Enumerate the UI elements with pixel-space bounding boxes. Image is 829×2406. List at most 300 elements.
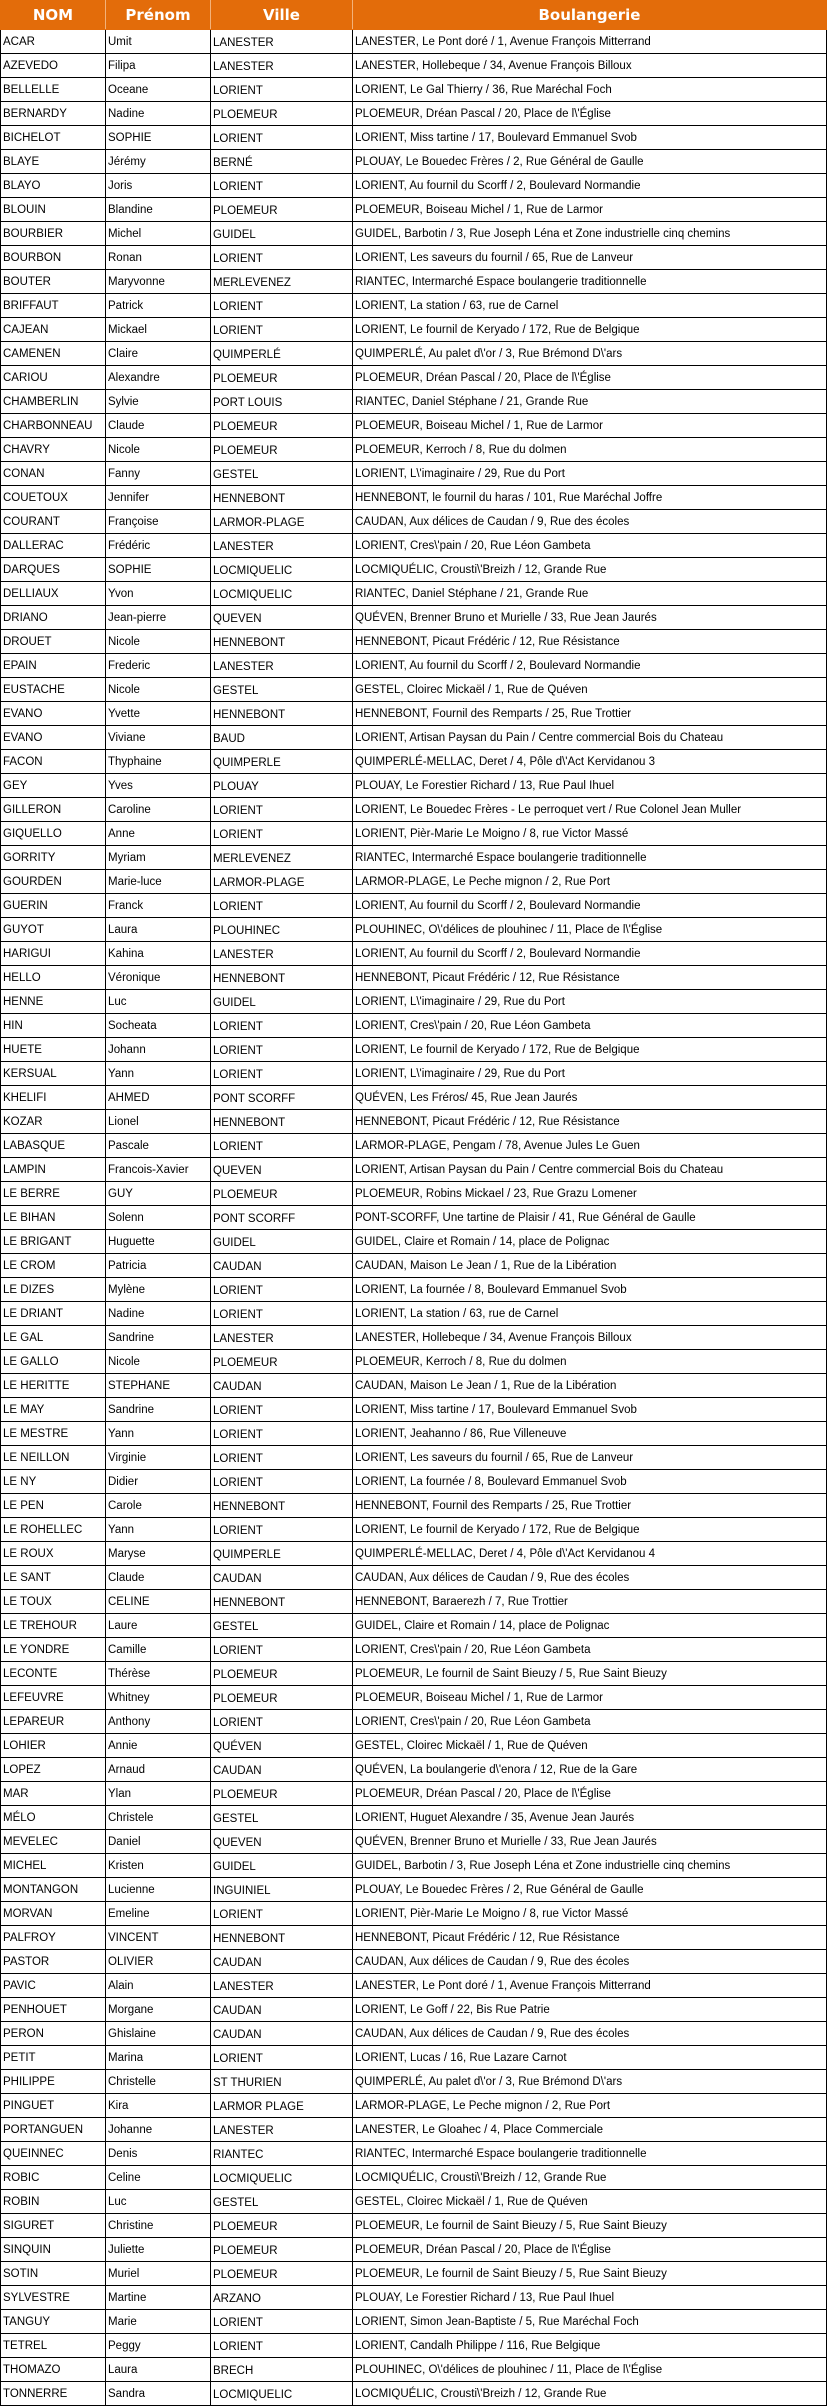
boulangerie-cell: RIANTEC, Intermarché Espace boulangerie traditionnelle [353,270,827,294]
table-row [1,1230,827,1254]
nom-cell: CHAMBERLIN [1,390,106,414]
ville-cell: LORIENT [211,294,353,318]
nom-cell: LE DIZES [1,1278,106,1302]
ville-cell: INGUINIEL [211,1878,353,1902]
table-row [1,1686,827,1710]
table-row [1,2310,827,2334]
nom-cell: QUEINNEC [1,2142,106,2166]
table-row [1,1062,827,1086]
table-row [1,1398,827,1422]
table-row [1,2166,827,2190]
prenom-cell: Oceane [106,78,211,102]
nom-cell: BOURBIER [1,222,106,246]
ville-cell: PLOEMEUR [211,1662,353,1686]
table-row [1,2358,827,2382]
nom-cell: AZEVEDO [1,54,106,78]
prenom-cell: Daniel [106,1830,211,1854]
table-row [1,2238,827,2262]
table-row [1,1446,827,1470]
prenom-cell: Marina [106,2046,211,2070]
ville-cell: GESTEL [211,678,353,702]
nom-cell: CAMENEN [1,342,106,366]
boulangerie-cell: PLOEMEUR, Le fournil de Saint Bieuzy / 5, Rue Saint Bieuzy [353,2214,827,2238]
ville-cell: HENNEBONT [211,486,353,510]
table-row [1,774,827,798]
nom-cell: LOHIER [1,1734,106,1758]
boulangerie-cell: HENNEBONT, le fournil du haras / 101, Rue Maréchal Joffre [353,486,827,510]
table-row [1,1590,827,1614]
nom-cell: LE NY [1,1470,106,1494]
boulangerie-cell: CAUDAN, Maison Le Jean / 1, Rue de la Libération [353,1374,827,1398]
nom-cell: CHAVRY [1,438,106,462]
header-prenom: Prénom [106,1,211,30]
table-row [1,1014,827,1038]
prenom-cell: Kira [106,2094,211,2118]
nom-cell: LEPAREUR [1,1710,106,1734]
ville-cell: BAUD [211,726,353,750]
prenom-cell: Solenn [106,1206,211,1230]
table-row [1,222,827,246]
table-row [1,1806,827,1830]
table-row [1,822,827,846]
boulangerie-cell: QUIMPERLÉ, Au palet d\'or / 3, Rue Brémond D\'ars [353,2070,827,2094]
boulangerie-cell: CAUDAN, Aux délices de Caudan / 9, Rue des écoles [353,1566,827,1590]
table-row [1,606,827,630]
prenom-cell: Mylène [106,1278,211,1302]
nom-cell: EVANO [1,726,106,750]
table-row [1,1182,827,1206]
prenom-cell: VINCENT [106,1926,211,1950]
table-row [1,1542,827,1566]
nom-cell: DROUET [1,630,106,654]
nom-cell: PASTOR [1,1950,106,1974]
nom-cell: LE ROHELLEC [1,1518,106,1542]
prenom-cell: Anne [106,822,211,846]
table-row [1,534,827,558]
boulangerie-cell: LORIENT, Au fournil du Scorff / 2, Boulevard Normandie [353,942,827,966]
boulangerie-cell: GUIDEL, Barbotin / 3, Rue Joseph Léna et Zone industrielle cinq chemins [353,1854,827,1878]
prenom-cell: Jennifer [106,486,211,510]
table-row [1,414,827,438]
nom-cell: GORRITY [1,846,106,870]
boulangerie-cell: PLOUHINEC, O\'délices de plouhinec / 11, Place de l\'Église [353,918,827,942]
header-row [1,1,827,30]
boulangerie-cell: HENNEBONT, Fournil des Remparts / 25, Rue Trottier [353,1494,827,1518]
prenom-cell: Kristen [106,1854,211,1878]
nom-cell: HARIGUI [1,942,106,966]
boulangerie-cell: HENNEBONT, Picaut Frédéric / 12, Rue Résistance [353,630,827,654]
nom-cell: BICHELOT [1,126,106,150]
ville-cell: PLOEMEUR [211,2262,353,2286]
boulangerie-cell: LORIENT, Pièr-Marie Le Moigno / 8, rue Victor Massé [353,822,827,846]
boulangerie-cell: LORIENT, Cres\'pain / 20, Rue Léon Gambeta [353,1710,827,1734]
ville-cell: LORIENT [211,1638,353,1662]
boulangerie-cell: PLOEMEUR, Dréan Pascal / 20, Place de l\'Église [353,1782,827,1806]
table-row [1,726,827,750]
boulangerie-cell: QUÉVEN, Brenner Bruno et Murielle / 33, Rue Jean Jaurés [353,1830,827,1854]
prenom-cell: STEPHANE [106,1374,211,1398]
table-row [1,1494,827,1518]
nom-cell: COUETOUX [1,486,106,510]
prenom-cell: SOPHIE [106,558,211,582]
header-nom: NOM [1,1,106,30]
prenom-cell: Christine [106,2214,211,2238]
prenom-cell: Marie [106,2310,211,2334]
nom-cell: KOZAR [1,1110,106,1134]
boulangerie-cell: PLOEMEUR, Boiseau Michel / 1, Rue de Larmor [353,414,827,438]
prenom-cell: Patricia [106,1254,211,1278]
nom-cell: BOUTER [1,270,106,294]
boulangerie-cell: QUIMPERLÉ-MELLAC, Deret / 4, Pôle d\'Act Kervidanou 4 [353,1542,827,1566]
boulangerie-cell: HENNEBONT, Baraerezh / 7, Rue Trottier [353,1590,827,1614]
boulangerie-cell: QUIMPERLÉ, Au palet d\'or / 3, Rue Brémond D\'ars [353,342,827,366]
nom-cell: KERSUAL [1,1062,106,1086]
nom-cell: LE CROM [1,1254,106,1278]
prenom-cell: Alexandre [106,366,211,390]
boulangerie-cell: GESTEL, Cloirec Mickaël / 1, Rue de Quéven [353,1734,827,1758]
prenom-cell: Peggy [106,2334,211,2358]
prenom-cell: Christelle [106,2070,211,2094]
boulangerie-cell: PLOEMEUR, Le fournil de Saint Bieuzy / 5, Rue Saint Bieuzy [353,1662,827,1686]
ville-cell: LORIENT [211,2334,353,2358]
prenom-cell: Nicole [106,630,211,654]
prenom-cell: Yves [106,774,211,798]
prenom-cell: Fanny [106,462,211,486]
boulangerie-cell: LORIENT, Les saveurs du fournil / 65, Rue de Lanveur [353,1446,827,1470]
boulangerie-cell: RIANTEC, Intermarché Espace boulangerie traditionnelle [353,846,827,870]
boulangerie-cell: LORIENT, Le Bouedec Frères - Le perroquet vert / Rue Colonel Jean Muller [353,798,827,822]
nom-cell: LECONTE [1,1662,106,1686]
ville-cell: GESTEL [211,1806,353,1830]
table-row [1,294,827,318]
prenom-cell: Celine [106,2166,211,2190]
table-row [1,78,827,102]
nom-cell: LE YONDRE [1,1638,106,1662]
boulangerie-cell: LORIENT, Jeahanno / 86, Rue Villeneuve [353,1422,827,1446]
table-row [1,1974,827,1998]
nom-cell: DALLERAC [1,534,106,558]
ville-cell: PLOEMEUR [211,438,353,462]
nom-cell: SIGURET [1,2214,106,2238]
ville-cell: LARMOR PLAGE [211,2094,353,2118]
table-row [1,2094,827,2118]
nom-cell: LEFEUVRE [1,1686,106,1710]
nom-cell: DELLIAUX [1,582,106,606]
table-row [1,2070,827,2094]
table-row [1,2214,827,2238]
boulangerie-cell: PLOUAY, Le Bouedec Frères / 2, Rue Général de Gaulle [353,150,827,174]
ville-cell: HENNEBONT [211,966,353,990]
ville-cell: PLOEMEUR [211,102,353,126]
table-row [1,678,827,702]
table-row [1,510,827,534]
boulangerie-cell: PLOUAY, Le Bouedec Frères / 2, Rue Général de Gaulle [353,1878,827,1902]
boulangerie-cell: GESTEL, Cloirec Mickaël / 1, Rue de Quéven [353,2190,827,2214]
boulangerie-cell: PLOEMEUR, Dréan Pascal / 20, Place de l\'Église [353,102,827,126]
ville-cell: LORIENT [211,1470,353,1494]
ville-cell: PORT LOUIS [211,390,353,414]
ville-cell: GESTEL [211,1614,353,1638]
prenom-cell: OLIVIER [106,1950,211,1974]
ville-cell: PLOEMEUR [211,1686,353,1710]
prenom-cell: Lucienne [106,1878,211,1902]
ville-cell: LORIENT [211,1398,353,1422]
table-row [1,438,827,462]
nom-cell: GIQUELLO [1,822,106,846]
ville-cell: PLOEMEUR [211,1350,353,1374]
nom-cell: ROBIN [1,2190,106,2214]
table-header [1,1,827,30]
nom-cell: LE GALLO [1,1350,106,1374]
table-body [1,30,827,2406]
table-row [1,1950,827,1974]
boulangerie-cell: GUIDEL, Claire et Romain / 14, place de Polignac [353,1230,827,1254]
prenom-cell: Thérèse [106,1662,211,1686]
nom-cell: BOURBON [1,246,106,270]
ville-cell: PLOEMEUR [211,414,353,438]
prenom-cell: Denis [106,2142,211,2166]
ville-cell: PLOEMEUR [211,2238,353,2262]
boulangerie-cell: LARMOR-PLAGE, Le Peche mignon / 2, Rue Port [353,870,827,894]
table-row [1,174,827,198]
ville-cell: PLOUHINEC [211,918,353,942]
boulangerie-cell: LOCMIQUÉLIC, Crousti\'Breizh / 12, Grande Rue [353,2166,827,2190]
ville-cell: QUEVEN [211,1158,353,1182]
table-row [1,246,827,270]
prenom-cell: AHMED [106,1086,211,1110]
ville-cell: GESTEL [211,462,353,486]
nom-cell: LE DRIANT [1,1302,106,1326]
ville-cell: GUIDEL [211,1854,353,1878]
prenom-cell: Mickael [106,318,211,342]
boulangerie-cell: LORIENT, Cres\'pain / 20, Rue Léon Gambeta [353,1014,827,1038]
table-row [1,1926,827,1950]
prenom-cell: Frederic [106,654,211,678]
table-row [1,1998,827,2022]
nom-cell: LE ROUX [1,1542,106,1566]
ville-cell: LANESTER [211,54,353,78]
prenom-cell: Joris [106,174,211,198]
nom-cell: DARQUES [1,558,106,582]
ville-cell: QUEVEN [211,1830,353,1854]
boulangerie-cell: LORIENT, Huguet Alexandre / 35, Avenue Jean Jaurés [353,1806,827,1830]
nom-cell: LE GAL [1,1326,106,1350]
ville-cell: GUIDEL [211,222,353,246]
nom-cell: LE MESTRE [1,1422,106,1446]
ville-cell: QUIMPERLE [211,750,353,774]
ville-cell: LORIENT [211,1038,353,1062]
prenom-cell: Yann [106,1518,211,1542]
boulangerie-cell: LORIENT, Au fournil du Scorff / 2, Boulevard Normandie [353,174,827,198]
table-row [1,1854,827,1878]
table-row [1,2142,827,2166]
nom-cell: PAVIC [1,1974,106,1998]
ville-cell: GUIDEL [211,990,353,1014]
prenom-cell: Huguette [106,1230,211,1254]
boulangerie-cell: LANESTER, Le Pont doré / 1, Avenue François Mitterrand [353,1974,827,1998]
ville-cell: LOCMIQUELIC [211,2382,353,2406]
ville-cell: LOCMIQUELIC [211,558,353,582]
boulangerie-cell: LORIENT, Le fournil de Keryado / 172, Rue de Belgique [353,1038,827,1062]
table-row [1,1782,827,1806]
table-row [1,558,827,582]
ville-cell: CAUDAN [211,1566,353,1590]
boulangerie-cell: LANESTER, Le Gloahec / 4, Place Commerciale [353,2118,827,2142]
nom-cell: GOURDEN [1,870,106,894]
table-row [1,270,827,294]
nom-cell: LE BERRE [1,1182,106,1206]
table-row [1,1470,827,1494]
table-row [1,1902,827,1926]
nom-cell: LE BRIGANT [1,1230,106,1254]
nom-cell: LE TOUX [1,1590,106,1614]
table-row [1,1422,827,1446]
ville-cell: HENNEBONT [211,1110,353,1134]
prenom-cell: GUY [106,1182,211,1206]
boulangerie-cell: LORIENT, Miss tartine / 17, Boulevard Emmanuel Svob [353,1398,827,1422]
nom-cell: BRIFFAUT [1,294,106,318]
ville-cell: PLOEMEUR [211,198,353,222]
prenom-cell: Virginie [106,1446,211,1470]
table-row [1,2334,827,2358]
table-row [1,630,827,654]
boulangerie-cell: LORIENT, Lucas / 16, Rue Lazare Carnot [353,2046,827,2070]
table-row [1,1350,827,1374]
boulangerie-cell: LORIENT, Au fournil du Scorff / 2, Boulevard Normandie [353,894,827,918]
nom-cell: SINQUIN [1,2238,106,2262]
ville-cell: QUIMPERLE [211,1542,353,1566]
boulangerie-cell: LANESTER, Hollebeque / 34, Avenue François Billoux [353,1326,827,1350]
nom-cell: CONAN [1,462,106,486]
table-row [1,894,827,918]
prenom-cell: Christele [106,1806,211,1830]
boulangerie-cell: LORIENT, L\'imaginaire / 29, Rue du Port [353,1062,827,1086]
boulangerie-cell: LORIENT, La fournée / 8, Boulevard Emmanuel Svob [353,1278,827,1302]
ville-cell: ST THURIEN [211,2070,353,2094]
prenom-cell: Claude [106,414,211,438]
prenom-cell: Laura [106,2358,211,2382]
prenom-cell: CELINE [106,1590,211,1614]
prenom-cell: Francois-Xavier [106,1158,211,1182]
nom-cell: ROBIC [1,2166,106,2190]
prenom-cell: Michel [106,222,211,246]
table-row [1,1374,827,1398]
ville-cell: LORIENT [211,126,353,150]
boulangerie-cell: LORIENT, La station / 63, rue de Carnel [353,1302,827,1326]
ville-cell: LORIENT [211,246,353,270]
nom-cell: KHELIFI [1,1086,106,1110]
table-row [1,2262,827,2286]
table-row [1,150,827,174]
prenom-cell: Emeline [106,1902,211,1926]
boulangerie-cell: PLOEMEUR, Robins Mickael / 23, Rue Grazu Lomener [353,1182,827,1206]
table-row [1,990,827,1014]
nom-cell: MAR [1,1782,106,1806]
prenom-cell: Jérémy [106,150,211,174]
nom-cell: BLAYO [1,174,106,198]
boulangerie-cell: LORIENT, Cres\'pain / 20, Rue Léon Gambeta [353,534,827,558]
prenom-cell: Martine [106,2286,211,2310]
table-row [1,846,827,870]
nom-cell: PHILIPPE [1,2070,106,2094]
prenom-cell: Nicole [106,438,211,462]
prenom-cell: Yann [106,1062,211,1086]
ville-cell: RIANTEC [211,2142,353,2166]
boulangerie-cell: PLOUHINEC, O\'délices de plouhinec / 11, Place de l\'Église [353,2358,827,2382]
ville-cell: MERLEVENEZ [211,270,353,294]
table-row [1,486,827,510]
prenom-cell: Johann [106,1038,211,1062]
ville-cell: LORIENT [211,1902,353,1926]
ville-cell: PONT SCORFF [211,1086,353,1110]
ville-cell: LORIENT [211,822,353,846]
ville-cell: LORIENT [211,1014,353,1038]
table-row [1,1638,827,1662]
table-row [1,1206,827,1230]
nom-cell: TANGUY [1,2310,106,2334]
prenom-cell: Anthony [106,1710,211,1734]
prenom-cell: Umit [106,30,211,54]
header-ville: Ville [211,1,353,30]
prenom-cell: Sandrine [106,1398,211,1422]
boulangerie-cell: CAUDAN, Aux délices de Caudan / 9, Rue des écoles [353,2022,827,2046]
ville-cell: LORIENT [211,318,353,342]
prenom-cell: Nadine [106,1302,211,1326]
prenom-cell: Ylan [106,1782,211,1806]
boulangerie-cell: QUIMPERLÉ-MELLAC, Deret / 4, Pôle d\'Act Kervidanou 3 [353,750,827,774]
nom-cell: LOPEZ [1,1758,106,1782]
nom-cell: HENNE [1,990,106,1014]
prenom-cell: Didier [106,1470,211,1494]
nom-cell: COURANT [1,510,106,534]
table-row [1,1086,827,1110]
table-row [1,582,827,606]
ville-cell: PLOEMEUR [211,1182,353,1206]
ville-cell: QUEVEN [211,606,353,630]
ville-cell: LORIENT [211,894,353,918]
ville-cell: PLOEMEUR [211,366,353,390]
boulangerie-cell: LORIENT, Le fournil de Keryado / 172, Rue de Belgique [353,1518,827,1542]
ville-cell: LANESTER [211,942,353,966]
boulangerie-cell: LANESTER, Hollebeque / 34, Avenue François Billoux [353,54,827,78]
nom-cell: MICHEL [1,1854,106,1878]
table-row [1,2190,827,2214]
prenom-cell: Nicole [106,678,211,702]
prenom-cell: Juliette [106,2238,211,2262]
table-row [1,1326,827,1350]
prenom-cell: Filipa [106,54,211,78]
prenom-cell: Claude [106,1566,211,1590]
nom-cell: CARIOU [1,366,106,390]
nom-cell: EVANO [1,702,106,726]
ville-cell: HENNEBONT [211,1926,353,1950]
nom-cell: BLAYE [1,150,106,174]
boulangerie-cell: PLOEMEUR, Kerroch / 8, Rue du dolmen [353,438,827,462]
boulangerie-cell: CAUDAN, Aux délices de Caudan / 9, Rue des écoles [353,1950,827,1974]
boulangerie-cell: PLOUAY, Le Forestier Richard / 13, Rue Paul Ihuel [353,2286,827,2310]
boulangerie-cell: LARMOR-PLAGE, Pengam / 78, Avenue Jules Le Guen [353,1134,827,1158]
table-row [1,942,827,966]
prenom-cell: Véronique [106,966,211,990]
prenom-cell: Camille [106,1638,211,1662]
prenom-cell: Yann [106,1422,211,1446]
boulangerie-cell: LORIENT, Les saveurs du fournil / 65, Rue de Lanveur [353,246,827,270]
nom-cell: MONTANGON [1,1878,106,1902]
boulangerie-cell: LOCMIQUÉLIC, Crousti\'Breizh / 12, Grande Rue [353,558,827,582]
boulangerie-cell: HENNEBONT, Picaut Frédéric / 12, Rue Résistance [353,1110,827,1134]
nom-cell: LABASQUE [1,1134,106,1158]
nom-cell: FACON [1,750,106,774]
